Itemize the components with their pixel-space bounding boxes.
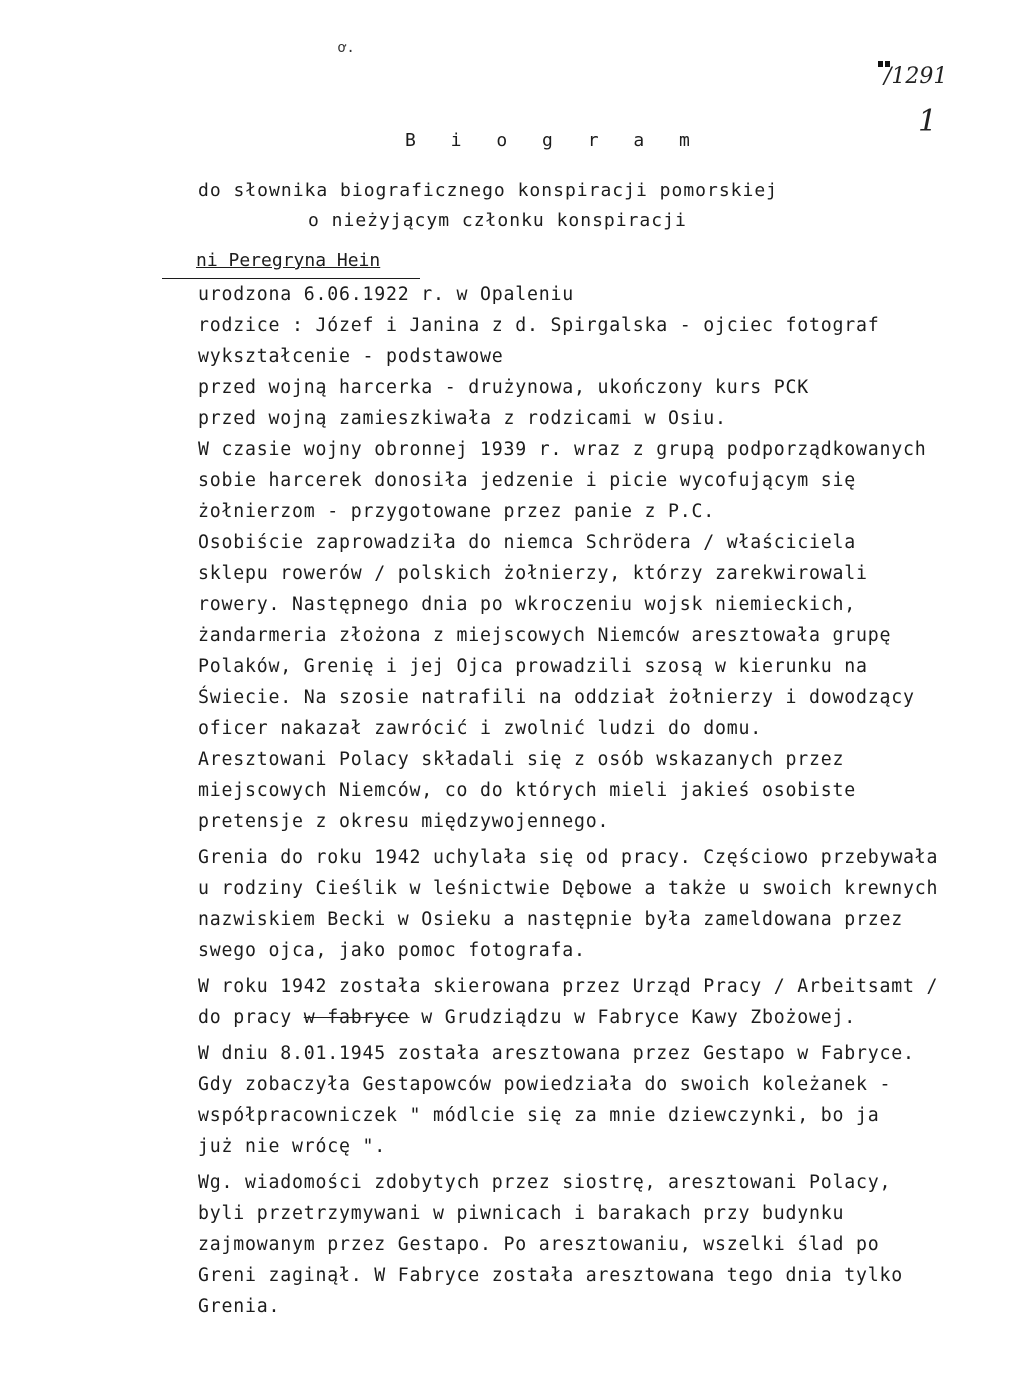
page-number: 1 xyxy=(918,104,938,139)
body-line: oficer nakazał zawrócić i zwolnić ludzi do domu. xyxy=(198,718,762,739)
person-name: ni Peregryna Hein xyxy=(196,250,381,271)
body-line-with-strikeout xyxy=(198,1005,856,1031)
body-line: wykształcenie - podstawowe xyxy=(198,346,504,367)
body-line: Świecie. Na szosie natrafili na oddział żołnierzy i dowodzący xyxy=(198,687,915,708)
body-line: Aresztowani Polacy składali się z osób wskazanych przez xyxy=(198,749,845,770)
body-line: swego ojca, jako pomoc fotografa. xyxy=(198,940,586,961)
document-subtitle-2: o nieżyjącym członku konspiracji xyxy=(308,210,687,231)
body-line: współpracowniczek " módlcie się za mnie dziewczynki, bo ja xyxy=(198,1105,880,1126)
body-line: rowery. Następnego dnia po wkroczeniu wojsk niemieckich, xyxy=(198,594,856,615)
body-line: Polaków, Grenię i jej Ojca prowadzili szosą w kierunku na xyxy=(198,656,868,677)
body-line: przed wojną harcerka - drużynowa, ukończony kurs PCK xyxy=(198,377,809,398)
body-line: miejscowych Niemców, co do których mieli jakieś osobiste xyxy=(198,780,856,801)
document-title: B i o g r a m xyxy=(405,130,702,151)
body-line: sobie harcerek donosiła jedzenie i picie wycofującym się xyxy=(198,470,856,491)
struck-text: w fabryce xyxy=(303,1007,410,1028)
document-subtitle-1: do słownika biograficznego konspiracji pomorskiej xyxy=(198,180,779,201)
body-line: żandarmeria złożona z miejscowych Niemców aresztowała grupę xyxy=(198,625,892,646)
body-line: u rodziny Cieślik w leśnictwie Dębowe a także u swoich krewnych xyxy=(198,878,939,899)
body-line: Greni zaginął. W Fabryce została aresztowana tego dnia tylko xyxy=(198,1265,903,1286)
body-line: W roku 1942 została skierowana przez Urząd Pracy / Arbeitsamt / xyxy=(198,976,939,997)
body-line: Wg. wiadomości zdobytych przez siostrę, aresztowani Polacy, xyxy=(198,1172,892,1193)
archive-number: /1291 xyxy=(884,64,948,89)
body-line: nazwiskiem Becki w Osieku a następnie była zameldowana przez xyxy=(198,909,903,930)
archive-dots-mark xyxy=(878,52,892,60)
body-line: urodzona 6.06.1922 r. w Opaleniu xyxy=(198,284,574,305)
body-line: rodzice : Józef i Janina z d. Spirgalska - ojciec fotograf xyxy=(198,315,880,336)
body-line: Gdy zobaczyła Gestapowców powiedziała do swoich koleżanek - xyxy=(198,1074,892,1095)
body-line: W czasie wojny obronnej 1939 r. wraz z grupą podporządkowanych xyxy=(198,439,927,460)
body-line: W dniu 8.01.1945 została aresztowana przez Gestapo w Fabryce. xyxy=(198,1043,915,1064)
line-suffix: w Grudziądzu w Fabryce Kawy Zbożowej. xyxy=(409,1007,856,1028)
body-line: już nie wrócę ". xyxy=(198,1136,386,1157)
body-line: pretensje z okresu międzywojennego. xyxy=(198,811,610,832)
body-line: byli przetrzymywani w piwnicach i barakach przy budynku xyxy=(198,1203,845,1224)
body-line: przed wojną zamieszkiwała z rodzicami w Osiu. xyxy=(198,408,727,429)
line-prefix: do pracy xyxy=(198,1007,304,1028)
body-line: żołnierzom - przygotowane przez panie z P.C. xyxy=(198,501,715,522)
body-line: Grenia do roku 1942 uchylała się od pracy. Częściowo przebywała xyxy=(198,847,939,868)
body-line: zajmowanym przez Gestapo. Po aresztowaniu, wszelki ślad po xyxy=(198,1234,880,1255)
body-line: sklepu rowerów / polskich żołnierzy, którzy zarekwirowali xyxy=(198,563,868,584)
top-mark: ơ. xyxy=(338,40,355,56)
body-line: Osobiście zaprowadziła do niemca Schrödera / właściciela xyxy=(198,532,856,553)
body-line: Grenia. xyxy=(198,1296,281,1317)
